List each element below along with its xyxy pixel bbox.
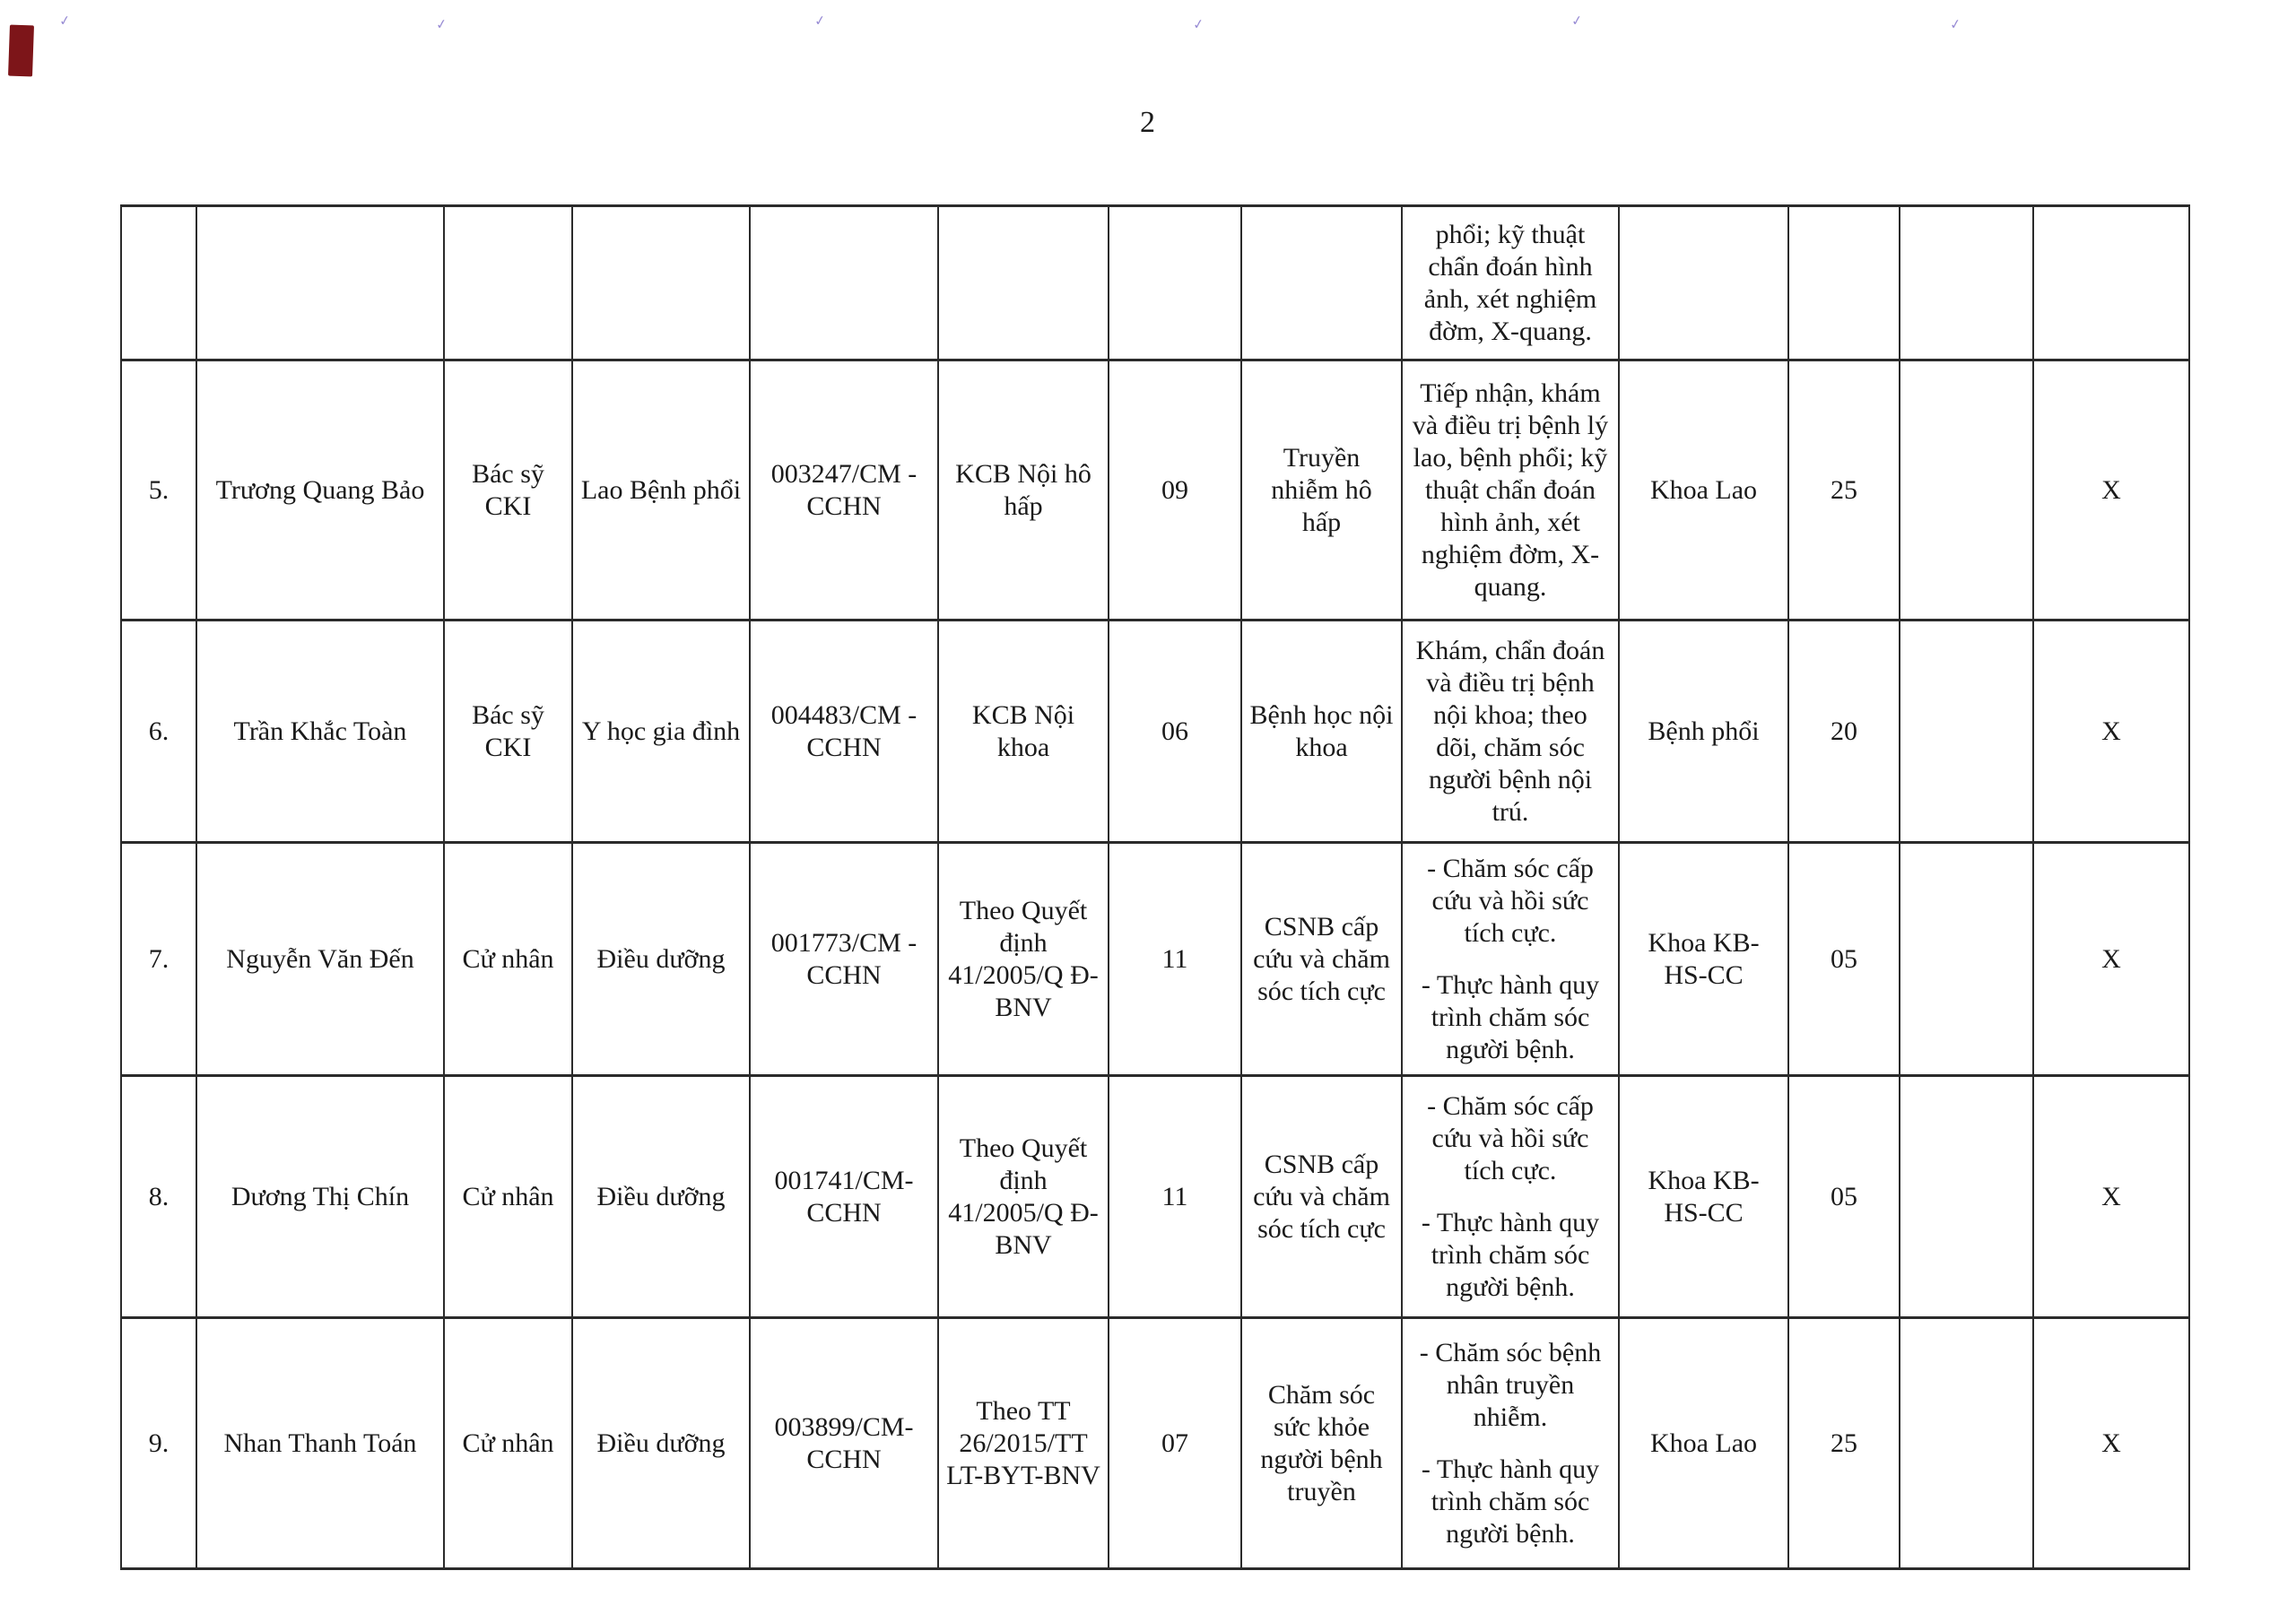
cell-stt: 7.: [121, 843, 196, 1076]
cell-degree: Cử nhân: [444, 1318, 572, 1569]
cell-assigned: X: [2033, 843, 2189, 1076]
cell-assigned-empty: [2033, 206, 2189, 360]
task-detail-paragraph: phổi; kỹ thuật chẩn đoán hình ảnh, xét nghiệm đờm, X-quang.: [1423, 219, 1597, 346]
cell-code: 09: [1109, 360, 1241, 621]
cell-code: 07: [1109, 1318, 1241, 1569]
cell-specialty: Điều dưỡng: [572, 1076, 750, 1318]
page-number: 2: [1140, 106, 1156, 139]
cell-name: Dương Thị Chín: [196, 1076, 444, 1318]
cell-stt: 6.: [121, 621, 196, 843]
task-detail-paragraph: - Chăm sóc cấp cứu và hồi sức tích cực.: [1427, 1090, 1594, 1185]
cell-department: Khoa Lao: [1619, 360, 1788, 621]
cell-specialty-empty: [572, 206, 750, 360]
scan-mark-icon: ✓: [1948, 15, 1962, 33]
scan-mark-icon: ✓: [57, 12, 72, 30]
cell-blank: [1900, 1076, 2033, 1318]
cell-name: Nguyễn Văn Đến: [196, 843, 444, 1076]
cell-department: Khoa Lao: [1619, 1318, 1788, 1569]
cell-task-detail: [1402, 1318, 1619, 1569]
cell-code: 11: [1109, 843, 1241, 1076]
table-row: [121, 621, 2189, 843]
cell-scope: KCB Nội khoa: [938, 621, 1109, 843]
cell-scope: Theo TT 26/2015/TT LT-BYT-BNV: [938, 1318, 1109, 1569]
cell-task-detail: [1402, 360, 1619, 621]
cell-name: Trương Quang Bảo: [196, 360, 444, 621]
cell-stt: 5.: [121, 360, 196, 621]
task-detail-paragraph: - Chăm sóc bệnh nhân truyền nhiễm.: [1419, 1337, 1602, 1432]
cell-degree: Cử nhân: [444, 1076, 572, 1318]
cell-stt: 8.: [121, 1076, 196, 1318]
cell-degree: Bác sỹ CKI: [444, 360, 572, 621]
cell-specialty: Điều dưỡng: [572, 1318, 750, 1569]
cell-quantity: 25: [1788, 1318, 1900, 1569]
cell-specialty: Y học gia đình: [572, 621, 750, 843]
cell-scope: KCB Nội hô hấp: [938, 360, 1109, 621]
cell-stt: 9.: [121, 1318, 196, 1569]
cell-quantity: 20: [1788, 621, 1900, 843]
staff-table: [120, 204, 2190, 1570]
cell-task-detail: [1402, 843, 1619, 1076]
cell-assigned: X: [2033, 1076, 2189, 1318]
cell-cert-no: 001773/CM - CCHN: [750, 843, 938, 1076]
cell-task-group: CSNB cấp cứu và chăm sóc tích cực: [1241, 1076, 1402, 1318]
cell-task-detail: [1402, 1076, 1619, 1318]
cell-department: Bệnh phổi: [1619, 621, 1788, 843]
cell-cert-no: 004483/CM - CCHN: [750, 621, 938, 843]
scan-mark-icon: ✓: [434, 15, 448, 33]
cell-blank: [1900, 360, 2033, 621]
cell-scope: Theo Quyết định 41/2005/Q Đ-BNV: [938, 843, 1109, 1076]
task-detail-paragraph: - Thực hành quy trình chăm sóc người bệnh.: [1421, 1207, 1600, 1302]
cell-assigned: X: [2033, 621, 2189, 843]
cell-scope: Theo Quyết định 41/2005/Q Đ-BNV: [938, 1076, 1109, 1318]
red-stamp-artifact: [8, 25, 34, 77]
cell-department-empty: [1619, 206, 1788, 360]
cell-task-group: CSNB cấp cứu và chăm sóc tích cực: [1241, 843, 1402, 1076]
cell-code: 06: [1109, 621, 1241, 843]
task-detail-paragraph: - Thực hành quy trình chăm sóc người bệnh.: [1421, 969, 1600, 1064]
cell-name-empty: [196, 206, 444, 360]
cell-task-group: Bệnh học nội khoa: [1241, 621, 1402, 843]
cell-task-group-empty: [1241, 206, 1402, 360]
scan-mark-icon: ✓: [1191, 15, 1205, 33]
cell-department: Khoa KB-HS-CC: [1619, 843, 1788, 1076]
cell-task-detail: [1402, 621, 1619, 843]
cell-quantity: 25: [1788, 360, 1900, 621]
cell-assigned: X: [2033, 360, 2189, 621]
scan-mark-icon: ✓: [1570, 12, 1584, 30]
cell-cert-no: 003247/CM - CCHN: [750, 360, 938, 621]
task-detail-paragraph: - Thực hành quy trình chăm sóc người bệnh.: [1421, 1454, 1600, 1549]
cell-quantity: 05: [1788, 843, 1900, 1076]
cell-assigned: X: [2033, 1318, 2189, 1569]
cell-task-group: Truyền nhiễm hô hấp: [1241, 360, 1402, 621]
cell-degree: Cử nhân: [444, 843, 572, 1076]
cell-cert-no: 003899/CM-CCHN: [750, 1318, 938, 1569]
task-detail-paragraph: Khám, chẩn đoán và điều trị bệnh nội khoa; theo dõi, chăm sóc người bệnh nội trú.: [1415, 635, 1605, 827]
cell-task-detail: [1402, 206, 1619, 360]
table-row: [121, 1318, 2189, 1569]
cell-blank: [1900, 843, 2033, 1076]
cell-name: Trần Khắc Toàn: [196, 621, 444, 843]
cell-quantity: 05: [1788, 1076, 1900, 1318]
cell-quantity-empty: [1788, 206, 1900, 360]
task-detail-paragraph: Tiếp nhận, khám và điều trị bệnh lý lao, bệnh phổi; kỹ thuật chẩn đoán hình ảnh, xét nghiệm đờm, X-quang.: [1412, 378, 1609, 602]
cell-code-empty: [1109, 206, 1241, 360]
cell-degree-empty: [444, 206, 572, 360]
cell-scope-empty: [938, 206, 1109, 360]
table-row: [121, 360, 2189, 621]
cell-cert-no: 001741/CM-CCHN: [750, 1076, 938, 1318]
cell-code: 11: [1109, 1076, 1241, 1318]
table-row-partial: [121, 206, 2189, 360]
task-detail-paragraph: - Chăm sóc cấp cứu và hồi sức tích cực.: [1427, 853, 1594, 948]
table-row: [121, 1076, 2189, 1318]
cell-specialty: Lao Bệnh phổi: [572, 360, 750, 621]
cell-blank: [1900, 621, 2033, 843]
cell-degree: Bác sỹ CKI: [444, 621, 572, 843]
cell-name: Nhan Thanh Toán: [196, 1318, 444, 1569]
cell-cert-empty: [750, 206, 938, 360]
cell-task-group: Chăm sóc sức khỏe người bệnh truyền: [1241, 1318, 1402, 1569]
cell-blank: [1900, 1318, 2033, 1569]
table-row: [121, 843, 2189, 1076]
cell-blank: [1900, 206, 2033, 360]
scan-mark-icon: ✓: [813, 12, 827, 30]
cell-specialty: Điều dưỡng: [572, 843, 750, 1076]
cell-department: Khoa KB-HS-CC: [1619, 1076, 1788, 1318]
cell-stt-empty: [121, 206, 196, 360]
